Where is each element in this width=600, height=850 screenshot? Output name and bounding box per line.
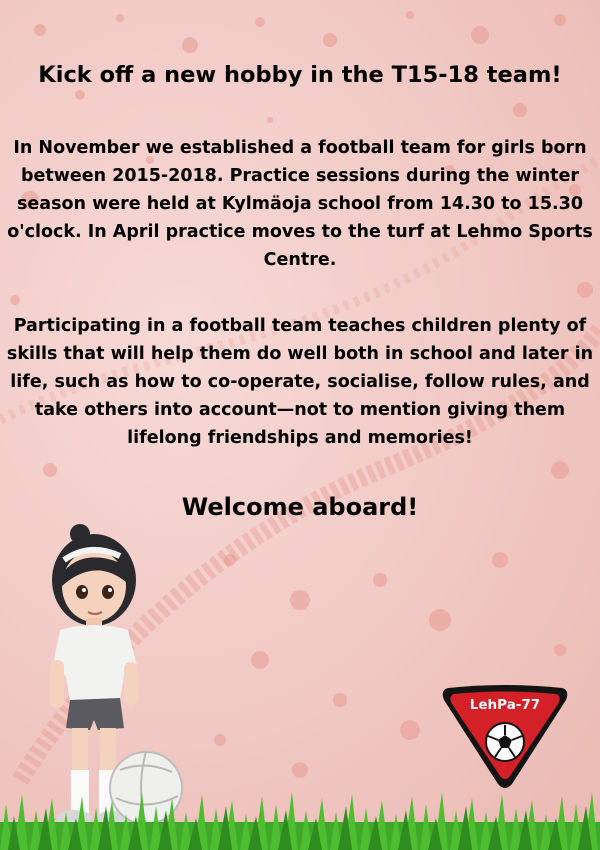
intro-paragraph: In November we established a football team for girls born between 2015-2018. Practice sessions during the winter season were held at Kylmäoja school from 14.30 to 15.30 o'clock. In April practice moves to the turf at Lehmo Sports Centre. [7,138,593,270]
benefits-paragraph: Participating in a football team teaches children plenty of skills that will help them do well both in school and later in life, such as how to co-operate, socialise, follow rules, and take others into account—not to mention giving them lifelong friendships and memories! [6,316,594,448]
grass-strip [0,790,600,850]
poster-title: Kick off a new hobby in the T15-18 team! [38,62,562,88]
welcome-text: Welcome aboard! [181,493,419,521]
logo-text: LehPa-77 [469,697,541,713]
